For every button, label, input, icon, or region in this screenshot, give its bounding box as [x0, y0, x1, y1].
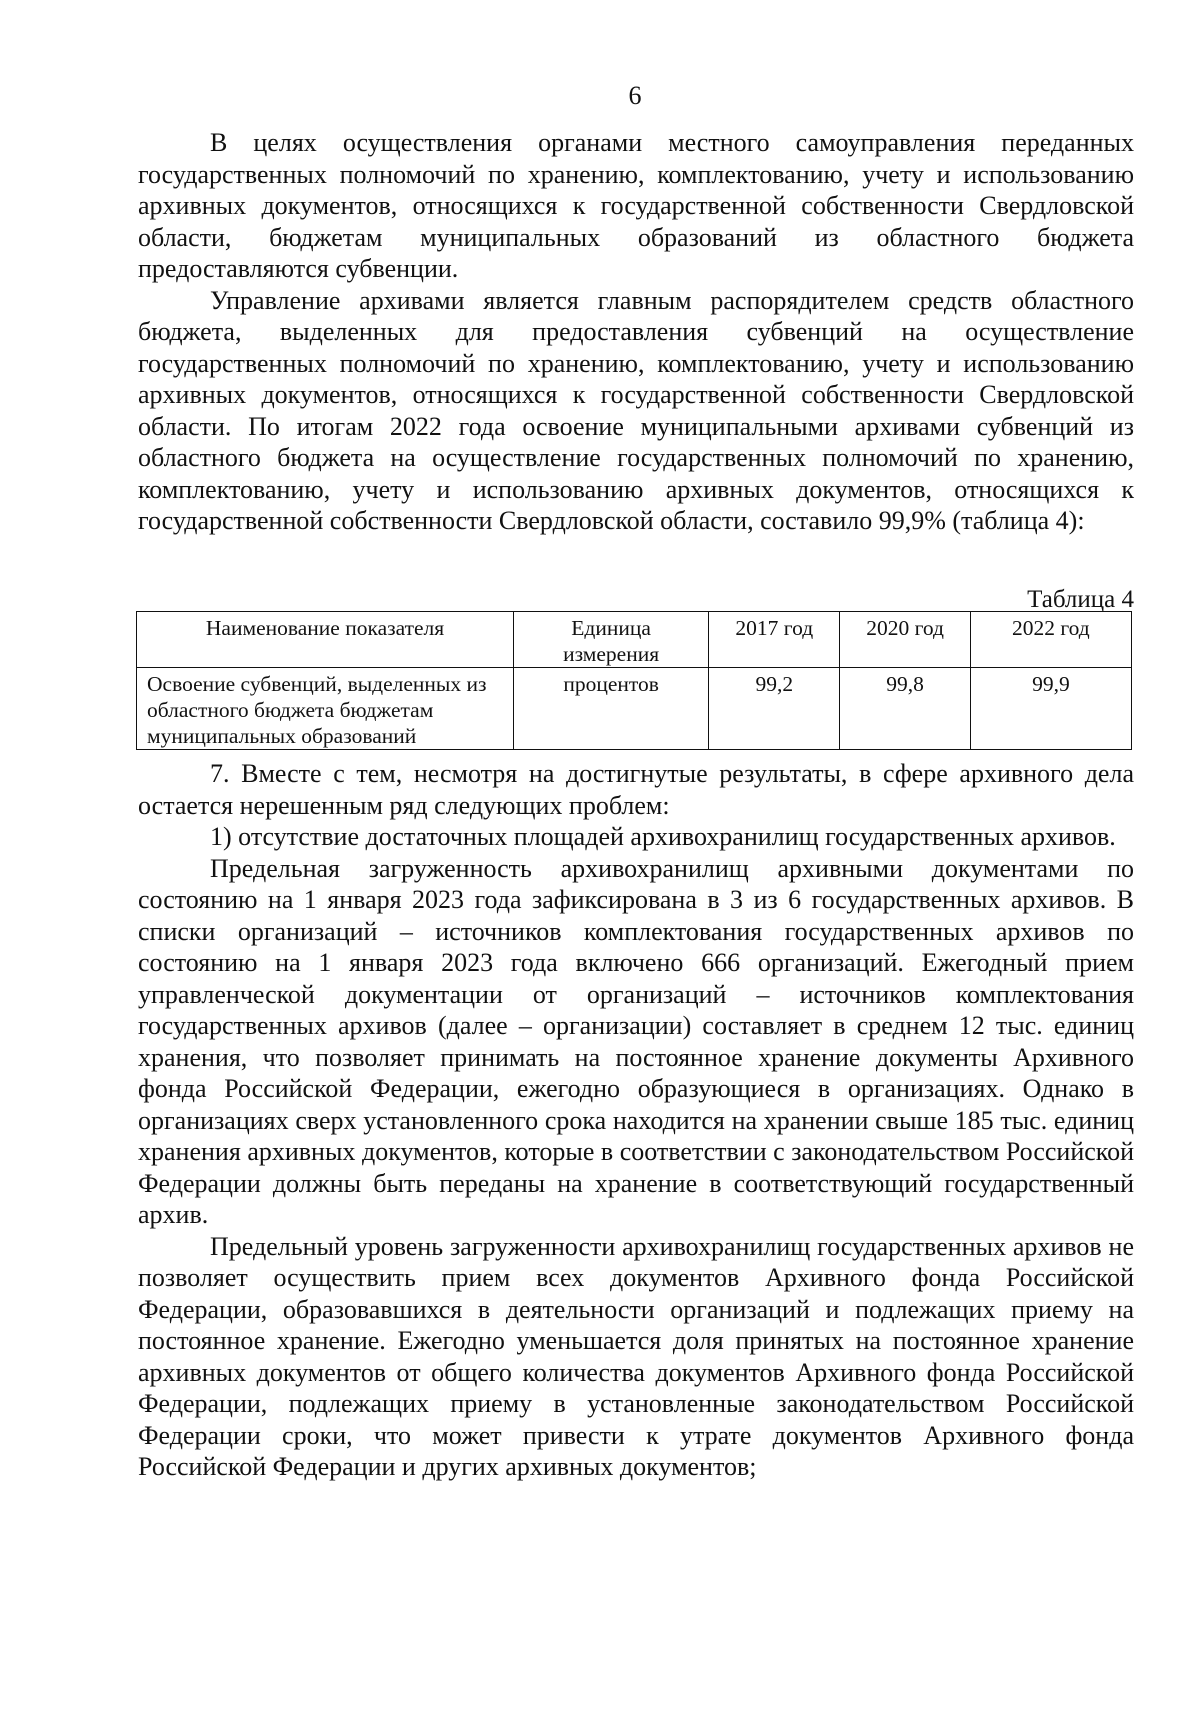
paragraph: 1) отсутствие достаточных площадей архивохранилищ государственных архивов.: [210, 822, 1116, 851]
table-cell: 99,2: [709, 668, 840, 750]
column-header: Наименование показателя: [137, 612, 514, 668]
paragraph: Управление архивами является главным распорядителем средств областного бюджета, выделенных для предоставления субвенций на осуществление государственных полномочий по хранению, комплектованию, учету и использованию архивных документов, относящихся к государственной собственности Свердловской области. По итогам 2022 года освоение муниципальными архивами субвенций из областного бюджета на осуществление государственных полномочий по хранению, комплектованию, учету и использованию архивных документов, относящихся к государственной собственности Свердловской области, составило 99,9% (таблица 4):: [138, 285, 1134, 535]
text-block-top: [138, 127, 1134, 537]
column-header: 2020 год: [840, 612, 970, 668]
paragraph: Предельный уровень загруженности архивохранилищ государственных архивов не позволяет осуществить прием всех документов Архивного фонда Российской Федерации, образовавшихся в деятельности организаций и подлежащих приему на постоянное хранение. Ежегодно уменьшается доля принятых на постоянное хранение архивных документов от общего количества документов Архивного фонда Российской Федерации, подлежащих приему в установленные законодательством Российской Федерации сроки, что может привести к утрате документов Архивного фонда Российской Федерации и других архивных документов;: [138, 1231, 1134, 1481]
paragraph: В целях осуществления органами местного самоуправления переданных государственных полномочий по хранению, комплектованию, учету и использованию архивных документов, относящихся к государственной собственности Свердловской области, бюджетам муниципальных образований из областного бюджета предоставляются субвенции.: [138, 128, 1134, 283]
column-header: 2017 год: [709, 612, 840, 668]
table-cell: 99,9: [970, 668, 1131, 750]
column-header: Единица измерения: [514, 612, 709, 668]
paragraph: Предельная загруженность архивохранилищ архивными документами по состоянию на 1 января 2023 года зафиксирована в 3 из 6 государственных архивов. В списки организаций – источников комплектования государственных архивов по состоянию на 1 января 2023 года включено 666 организаций. Ежегодный прием управленческой документации от организаций – источников комплектования государственных архивов (далее – организации) составляет в среднем 12 тыс. единиц хранения, что позволяет принимать на постоянное хранение документы Архивного фонда Российской Федерации, ежегодно образующиеся в организациях. Однако в организациях сверх установленного срока находится на хранении свыше 185 тыс. единиц хранения архивных документов, которые в соответствии с законодательством Российской Федерации должны быть переданы на хранение в соответствующий государственный архив.: [138, 853, 1134, 1229]
table-header-row: [137, 612, 1132, 668]
column-header: 2022 год: [970, 612, 1131, 668]
page-number: 6: [628, 81, 642, 110]
table-caption: Таблица 4: [1027, 586, 1134, 613]
text-block-bottom: [138, 758, 1134, 1483]
data-table: [136, 611, 1132, 750]
table-cell: Освоение субвенций, выделенных из областного бюджета бюджетам муниципальных образований: [137, 668, 514, 750]
paragraph: 7. Вместе с тем, несмотря на достигнутые результаты, в сфере архивного дела остается нерешенным ряд следующих проблем:: [138, 759, 1134, 820]
table-cell: процентов: [514, 668, 709, 750]
table-cell: 99,8: [840, 668, 970, 750]
table-row: [137, 668, 1132, 750]
